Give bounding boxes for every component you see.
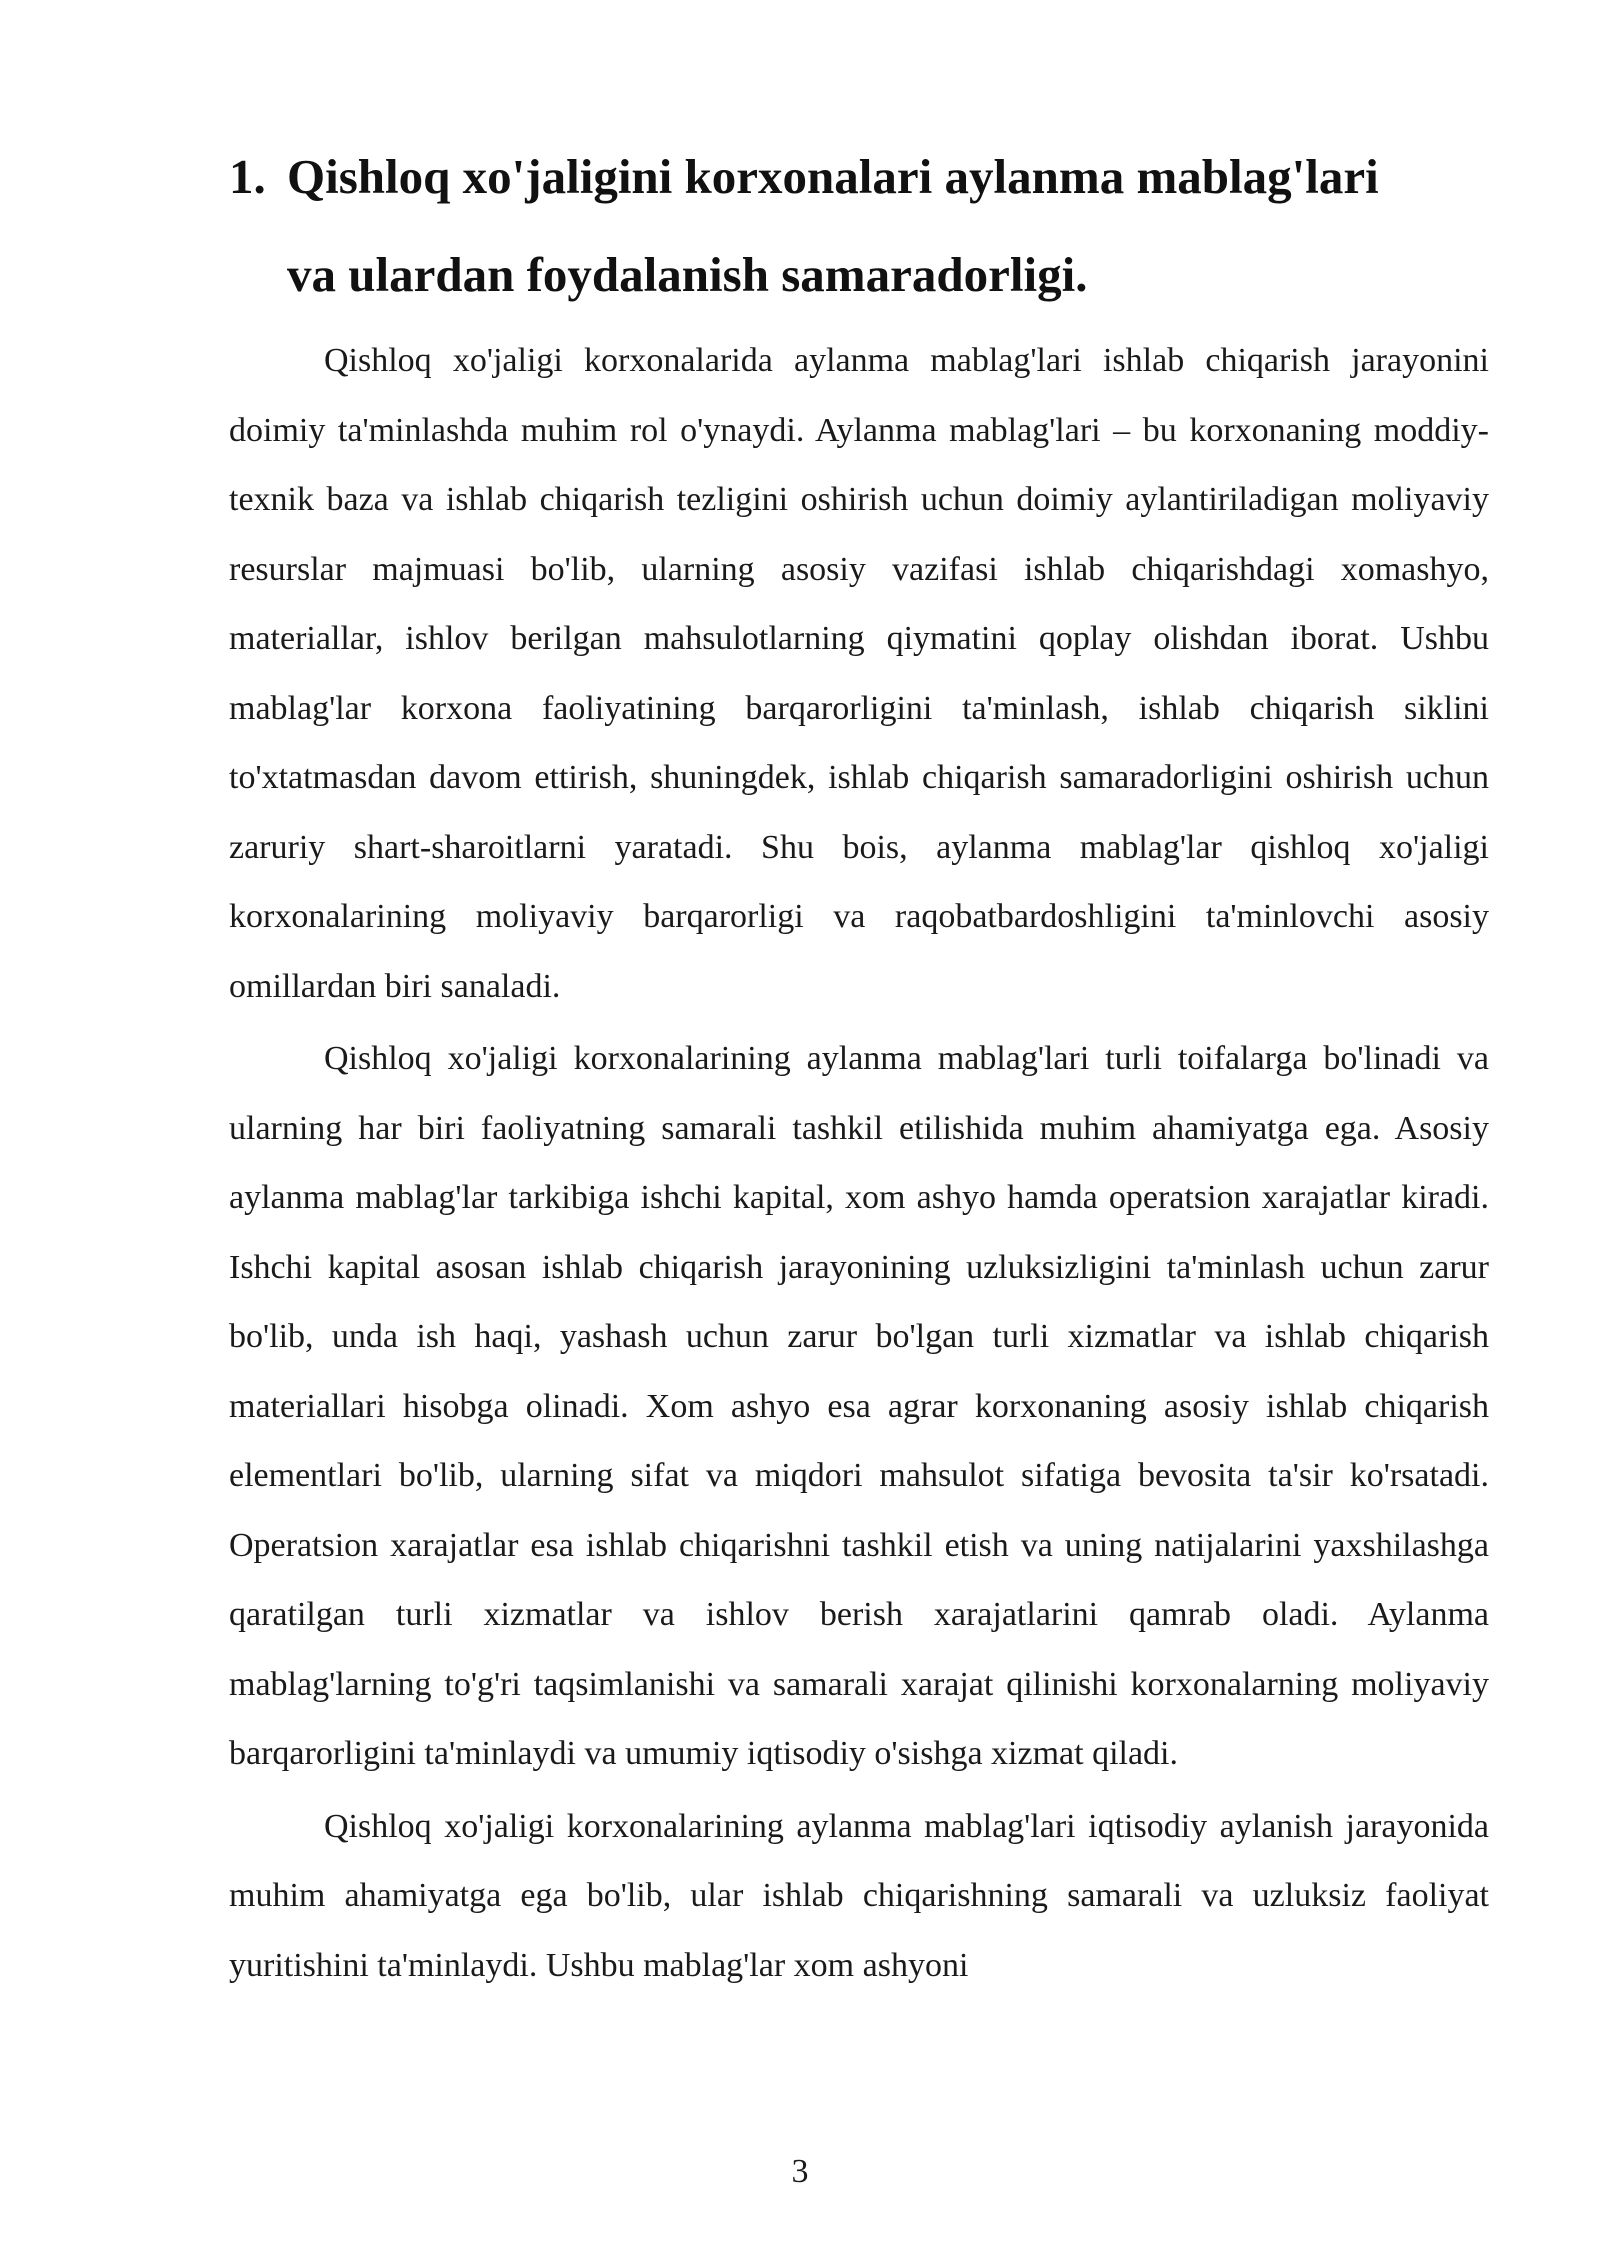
paragraph-2: Qishloq xo'jaligi korxonalarining aylanma mablag'lari turli toifalarga bo'linadi va ularning har biri faoliyatning samarali tashkil etilishida muhim ahamiyatga ega. Asosiy aylanma mablag'lar tarkibiga ishchi kapital, xom ashyo hamda operatsion xarajatlar kiradi. Ishchi kapital asosan ishlab chiqarish jarayonining uzluksizligini ta'minlash uchun zarur bo'lib, unda ish haqi, yashash uchun zarur bo'lgan turli xizmatlar va ishlab chiqarish materiallari hisobga olinadi. Xom ashyo esa agrar korxonaning asosiy ishlab chiqarish elementlari bo'lib, ularning sifat va miqdori mahsulot sifatiga bevosita ta'sir ko'rsatadi. Operatsion xarajatlar esa ishlab chiqarishni tashkil etish va uning natijalarini yaxshilashga qaratilgan turli xizmatlar va ishlov berish xarajatlarini qamrab oladi. Aylanma mablag'larning to'g'ri taqsimlanishi va samarali xarajat qilinishi korxonalarning moliyaviy barqarorligini ta'minlaydi va umumiy iqtisodiy o'sishga xizmat qiladi. — [229, 1040, 1489, 1772]
section-number: 1. — [229, 149, 266, 204]
page-number: 3 — [791, 2153, 809, 2190]
paragraph-3: Qishloq xo'jaligi korxonalarining aylanma mablag'lari iqtisodiy aylanish jarayonida muhim ahamiyatga ega bo'lib, ular ishlab chiqarishning samarali va uzluksiz faoliyat yuritishini ta'minlaydi. Ushbu mablag'lar xom ashyoni — [229, 1807, 1489, 1984]
section-heading — [229, 128, 1499, 324]
section-heading-line-2: va ulardan foydalanish samaradorligi. — [287, 247, 1088, 302]
paragraph-1: Qishloq xo'jaligi korxonalarida aylanma mablag'lari ishlab chiqarish jarayonini doimiy ta'minlashda muhim rol o'ynaydi. Aylanma mablag'lari – bu korxonaning moddiy-texnik baza va ishlab chiqarish tezligini oshirish uchun doimiy aylantiriladigan moliyaviy resurslar majmuasi bo'lib, ularning asosiy vazifasi ishlab chiqarishdagi xomashyo, materiallar, ishlov berilgan mahsulotlarning qiymatini qoplay olishdan iborat. Ushbu mablag'lar korxona faoliyatining barqarorligini ta'minlash, ishlab chiqarish siklini to'xtatmasdan davom ettirish, shuningdek, ishlab chiqarish samaradorligini oshirish uchun zaruriy shart-sharoitlarni yaratadi. Shu bois, aylanma mablag'lar qishloq xo'jaligi korxonalarining moliyaviy barqarorligi va raqobatbardoshligini ta'minlovchi asosiy omillardan biri sanaladi. — [229, 342, 1489, 1005]
section-heading-line-1: Qishloq xo'jaligini korxonalari aylanma mablag'lari — [287, 149, 1379, 204]
body-text — [229, 326, 1489, 2003]
